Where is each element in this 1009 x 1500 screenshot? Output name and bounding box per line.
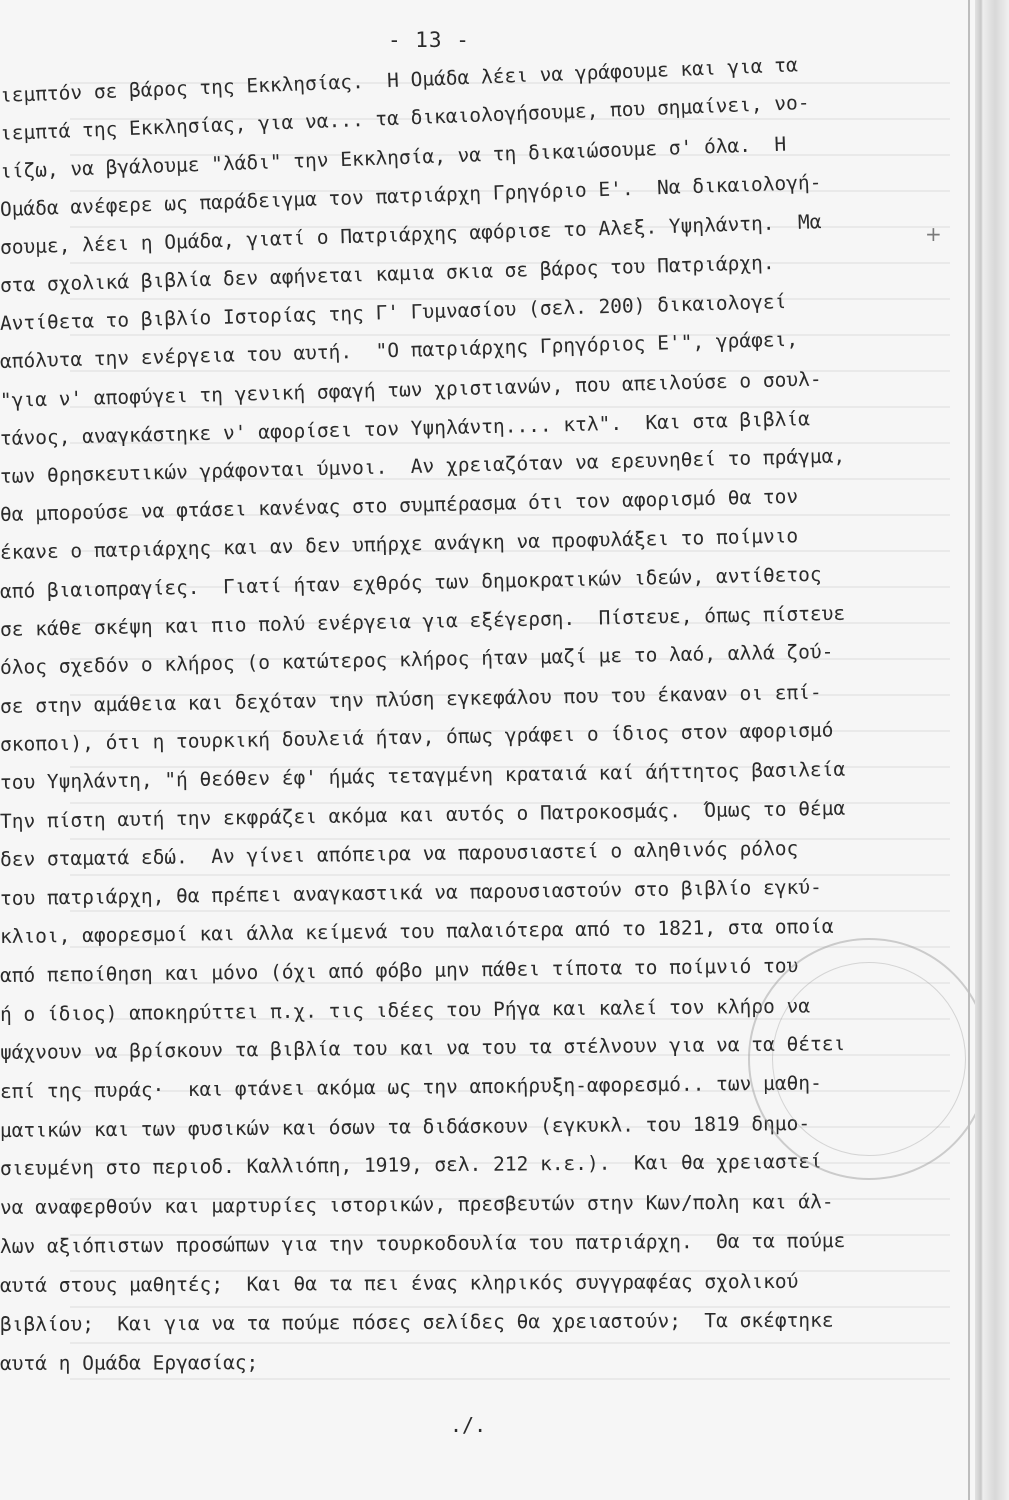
text-line: των θρησκευτικών γράφονται ύμνοι. Αν χρειαζόταν να ερευνηθεί το πράγμα,	[0, 444, 846, 488]
text-line: να αναφερθούν και μαρτυρίες ιστορικών, πρεσβευτών στην Κων/πολη και άλ-	[0, 1190, 834, 1219]
text-line: του Υψηλάντη, "ή θεόθεν έφ' ήμάς τεταγμένη κραταιά καί άήττητος βασιλεία	[0, 757, 846, 794]
library-stamp	[748, 938, 990, 1180]
text-line: του πατριάρχη, θα πρέπει αναγκαστικά να παρουσιαστούν στο βιβλίο εγκύ-	[0, 875, 822, 910]
page-number: - 13 -	[388, 28, 470, 52]
text-line: βιβλίου; Και για να τα πούμε πόσες σελίδες θα χρειαστούν; Τα σκέφτηκε	[0, 1308, 834, 1336]
text-line: επί της πυράς· και φτάνει ακόμα ως την αποκήρυξη-αφορεσμό.. των μαθη-	[0, 1071, 822, 1103]
text-line: Αντίθετα το βιβλίο Ιστορίας της Γ' Γυμνασίου (σελ. 200) δικαιολογεί	[0, 290, 787, 335]
text-line: από πεποίθηση και μόνο (όχι από φόβο μην πάθει τίποτα το ποίμνιό του	[0, 954, 799, 987]
text-line: δεν σταματά εδώ. Αν γίνει απόπειρα να παρουσιαστεί ο αληθινός ρόλος	[0, 836, 799, 871]
margin-mark: +	[925, 222, 942, 246]
text-line: Ομάδα ανέφερε ως παράδειγμα τον πατριάρχη Γρηγόριο Ε'. Να δικαιολογή-	[0, 170, 822, 221]
text-line: ιεμπτόν σε βάρος της Εκκλησίας. Η Ομάδα λέει να γράφουμε και για τα	[0, 53, 799, 107]
text-line: από βιαιοπραγίες. Γιατί ήταν εχθρός των δημοκρατικών ιδεών, αντίθετος	[0, 562, 822, 603]
text-line: σουμε, λέει η Ομάδα, γιατί ο Πατριάρχης αφόρισε το Αλεξ. Υψηλάντη. Μα	[0, 210, 822, 259]
book-edge	[975, 0, 1009, 1500]
text-line: ματικών και των φυσικών και όσων τα διδάσκουν (εγκυκλ. του 1819 δημο-	[0, 1111, 811, 1142]
text-line: έκανε ο πατριάρχης και αν δεν υπήρχε ανάγκη να προφυλάξει το ποίμνιο	[0, 524, 799, 564]
text-line: θα μπορούσε να φτάσει κανένας στο συμπέρασμα ότι τον αφορισμό θα τον	[0, 484, 799, 526]
text-line: σε κάθε σκέψη και πιο πολύ ενέργεια για εξέγερση. Πίστευε, όπως πίστευε	[0, 601, 846, 641]
text-line: ιίζω, να βγάλουμε "λάδι" την Εκκλησία, να τη δικαιώσουμε σ' όλα. Η	[0, 132, 787, 183]
end-mark: ./.	[450, 1413, 487, 1437]
text-line: ιεμπτά της Εκκλησίας, για να... τα δικαιολογήσουμε, που σημαίνει, νο-	[0, 90, 810, 145]
text-line: κλιοι, αφορεσμοί και άλλα κείμενά του παλαιότερα από το 1821, στα οποία	[0, 914, 834, 948]
text-line: λων αξιόπιστων προσώπων για την τουρκοδουλία του πατριάρχη. Θα τα πούμε	[0, 1229, 846, 1258]
text-line: στα σχολικά βιβλία δεν αφήνεται καμια σκια σε βάρος του Πατριάρχη.	[0, 251, 775, 297]
text-line: αυτά στους μαθητές; Και θα τα πει ένας κληρικός συγγραφέας σχολικού	[0, 1269, 799, 1297]
text-line: Την πίστη αυτή την εκφράζει ακόμα και αυτός ο Πατροκοσμάς. Όμως το θέμα	[0, 796, 846, 833]
text-line: ή ο ίδιος) αποκηρύττει π.χ. τις ιδέες του Ρήγα και καλεί τον κλήρο να	[0, 994, 811, 1026]
text-line: ψάχνουν να βρίσκουν τα βιβλία του και να του τα στέλνουν για να τα θέτει	[0, 1032, 846, 1064]
page-fold-line	[968, 0, 970, 1500]
text-line: απόλυτα την ενέργεια του αυτή. "Ο πατριάρχης Γρηγόριος Ε'", γράφει,	[0, 327, 799, 373]
text-line: σε στην αμάθεια και δεχόταν την πλύση εγκεφάλου που του έκαναν οι επί-	[0, 680, 822, 718]
text-line: όλος σχεδόν ο κλήρος (ο κατώτερος κλήρος ήταν μαζί με το λαό, αλλά ζού-	[0, 640, 834, 679]
text-line: "για ν' αποφύγει τη γενική σφαγή των χριστιανών, που απειλούσε ο σουλ-	[0, 367, 822, 412]
text-line: σκοποι), ότι η τουρκική δουλειά ήταν, όπως γράφει ο ίδιος στον αφορισμό	[0, 718, 834, 756]
text-line: αυτά η Ομάδα Εργασίας;	[0, 1351, 259, 1375]
text-line: σιευμένη στο περιοδ. Καλλιόπη, 1919, σελ. 212 κ.ε.). Και θα χρειαστεί	[0, 1149, 822, 1180]
text-line: τάνος, αναγκάστηκε ν' αφορίσει τον Υψηλάντη.... κτλ". Και στα βιβλία	[0, 407, 811, 450]
